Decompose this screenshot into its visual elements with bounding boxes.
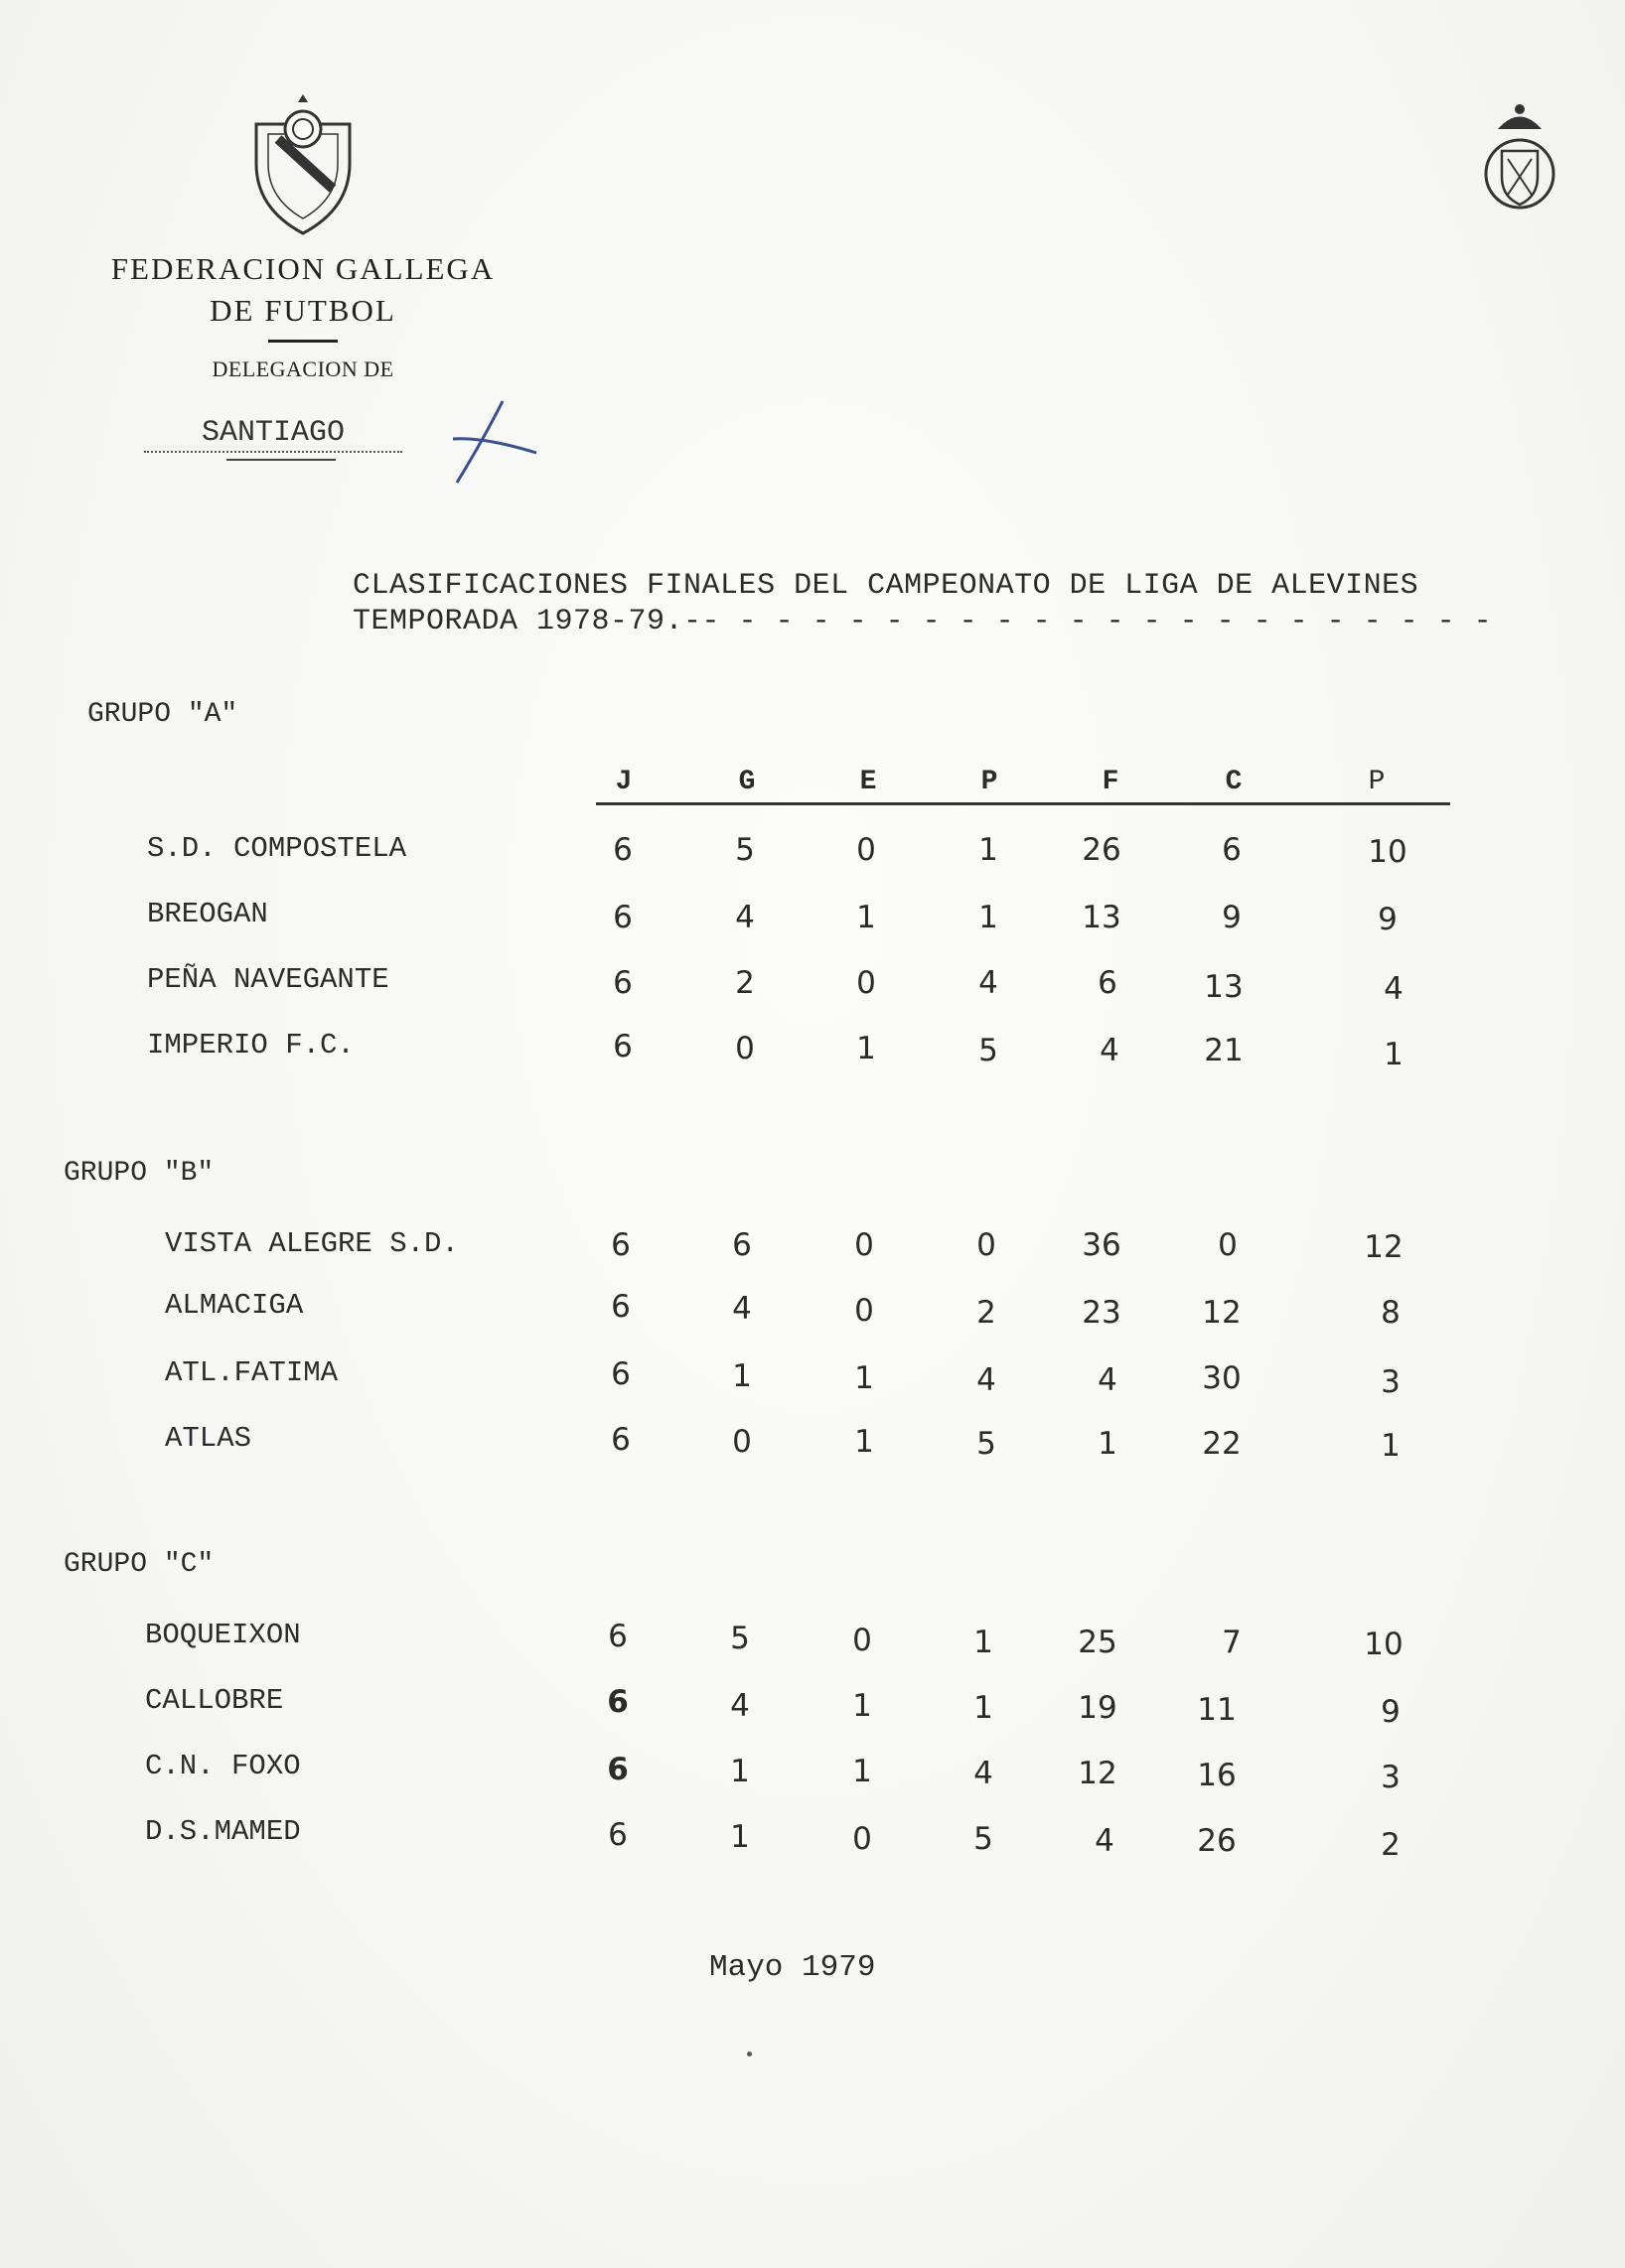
stat-cell: 7 [1222,1625,1242,1660]
col-head-j: J [615,767,633,797]
stat-cell: 1 [856,900,876,935]
stat-cell: 6 [613,900,633,935]
stat-cell: 4 [735,900,755,935]
stat-cell: 22 [1202,1426,1242,1462]
group-b-label: GRUPO "B" [64,1158,215,1189]
stat-cell: 5 [976,1426,996,1462]
stat-cell: 4 [732,1291,752,1327]
stat-cell: 13 [1204,969,1244,1005]
col-head-c: C [1225,767,1243,797]
document-heading [353,568,1492,639]
stat-cell: 2 [735,965,755,1001]
stat-cell: 4 [1384,971,1403,1007]
stat-cell: 6 [611,1356,631,1392]
stat-cell: 8 [1381,1295,1401,1331]
col-head-f: F [1102,767,1119,797]
heading-line1: CLASIFICACIONES FINALES DEL CAMPEONATO DE LIGA DE ALEVINES [353,569,1419,603]
col-head-points: P [1368,767,1386,797]
stat-cell: 6 [611,1227,631,1263]
stat-cell: 9 [1378,902,1398,937]
stat-cell: 6 [607,1684,629,1720]
team-name: IMPERIO F.C. [147,1029,355,1062]
stat-cell: 6 [613,832,633,868]
stat-cell: 6 [611,1289,631,1325]
handwritten-x-mark [445,397,544,487]
team-name: D.S.MAMED [145,1815,301,1848]
stat-cell: 0 [732,1424,752,1460]
stat-cell: 5 [973,1821,993,1857]
federation-crest-icon [248,94,358,238]
city-underline [226,459,336,461]
stat-cell: 1 [978,832,998,868]
stat-cell: 1 [856,1031,876,1066]
stat-cell: 1 [730,1754,750,1789]
stat-cell: 1 [1384,1037,1403,1072]
col-head-p: P [980,767,998,797]
stat-cell: 5 [978,1033,998,1068]
col-head-e: E [859,767,877,797]
team-name: BOQUEIXON [145,1619,301,1651]
stat-cell: 5 [735,832,755,868]
stat-cell: 0 [856,832,876,868]
stat-cell: 6 [613,965,633,1001]
stat-cell: 6 [1222,832,1242,868]
stat-cell: 6 [608,1619,628,1654]
royal-crest-icon [1480,99,1559,223]
stat-cell: 25 [1078,1625,1117,1660]
stat-cell: 9 [1381,1694,1401,1730]
federation-name-line1: FEDERACION GALLEGA [110,251,496,286]
stat-cell: 30 [1202,1360,1242,1396]
stat-cell: 2 [1381,1827,1401,1863]
stat-cell: 4 [1098,1362,1117,1398]
stat-cell: 4 [978,965,998,1001]
stat-cell: 0 [852,1623,872,1658]
stat-cell: 12 [1078,1756,1117,1791]
team-name: S.D. COMPOSTELA [147,832,407,865]
team-name: VISTA ALEGRE S.D. [165,1227,459,1260]
stat-cell: 19 [1078,1690,1117,1726]
stat-cell: 1 [730,1819,750,1855]
stat-cell: 4 [1100,1033,1119,1068]
stat-cell: 0 [856,965,876,1001]
stat-cell: 6 [1098,965,1117,1001]
team-name: C.N. FOXO [145,1750,301,1782]
stat-cell: 1 [973,1690,993,1726]
stat-cell: 1 [854,1424,874,1460]
header-rule [596,802,1450,805]
stat-cell: 36 [1082,1227,1121,1263]
team-name: PEÑA NAVEGANTE [147,963,389,996]
stat-cell: 6 [613,1029,633,1064]
letterhead [94,94,512,382]
stat-cell: 1 [978,900,998,935]
stat-cell: 6 [608,1817,628,1853]
stat-cell: 4 [1095,1823,1114,1859]
heading-line2: TEMPORADA 1978-79.-- - - - - - - - - - - - - - - - - - - - - - [353,605,1493,638]
stat-cell: 26 [1197,1823,1237,1859]
team-name: CALLOBRE [145,1684,284,1717]
team-name: BREOGAN [147,898,268,930]
stat-cell: 13 [1082,900,1121,935]
delegation-label: DELEGACION DE [212,356,394,381]
group-c-label: GRUPO "C" [64,1549,215,1580]
stat-cell: 0 [854,1293,874,1329]
team-name: ALMACIGA [165,1289,304,1322]
stat-cell: 16 [1197,1758,1237,1793]
stat-cell: 23 [1082,1295,1121,1331]
delegation-city: SANTIAGO [144,415,402,453]
ink-dot [747,2052,752,2056]
stat-cell: 1 [1098,1426,1117,1462]
stat-cell: 1 [854,1360,874,1396]
stat-cell: 4 [730,1688,750,1724]
stat-cell: 6 [607,1752,629,1787]
federation-name-line2: DE FUTBOL [210,293,396,328]
stat-cell: 2 [976,1295,996,1331]
stat-cell: 12 [1364,1229,1403,1265]
letterhead-divider [268,340,338,343]
stat-cell: 9 [1222,900,1242,935]
stat-cell: 4 [973,1756,993,1791]
stat-cell: 10 [1368,834,1407,870]
team-name: ATL.FATIMA [165,1356,339,1389]
stat-cell: 6 [611,1422,631,1458]
stat-cell: 0 [735,1031,755,1066]
stat-cell: 3 [1381,1760,1401,1795]
stat-cell: 5 [730,1621,750,1656]
stat-cell: 3 [1381,1364,1401,1400]
stat-cell: 12 [1202,1295,1242,1331]
stat-cell: 0 [854,1227,874,1263]
stat-cell: 6 [732,1227,752,1263]
stat-cell: 26 [1082,832,1121,868]
team-name: ATLAS [165,1422,252,1455]
stat-cell: 1 [973,1625,993,1660]
group-a-label: GRUPO "A" [87,699,238,730]
stat-cell: 1 [732,1358,752,1394]
stat-cell: 1 [1381,1428,1401,1464]
stat-cell: 1 [852,1754,872,1789]
stat-cell: 4 [976,1362,996,1398]
stat-cell: 0 [1218,1227,1238,1263]
stat-cell: 10 [1364,1627,1403,1662]
stat-cell: 1 [852,1688,872,1724]
stat-cell: 0 [852,1821,872,1857]
col-head-g: G [738,767,756,797]
stat-cell: 21 [1204,1033,1244,1068]
document-date: Mayo 1979 [709,1950,876,1985]
stat-cell: 11 [1197,1692,1237,1728]
stat-cell: 0 [976,1227,996,1263]
